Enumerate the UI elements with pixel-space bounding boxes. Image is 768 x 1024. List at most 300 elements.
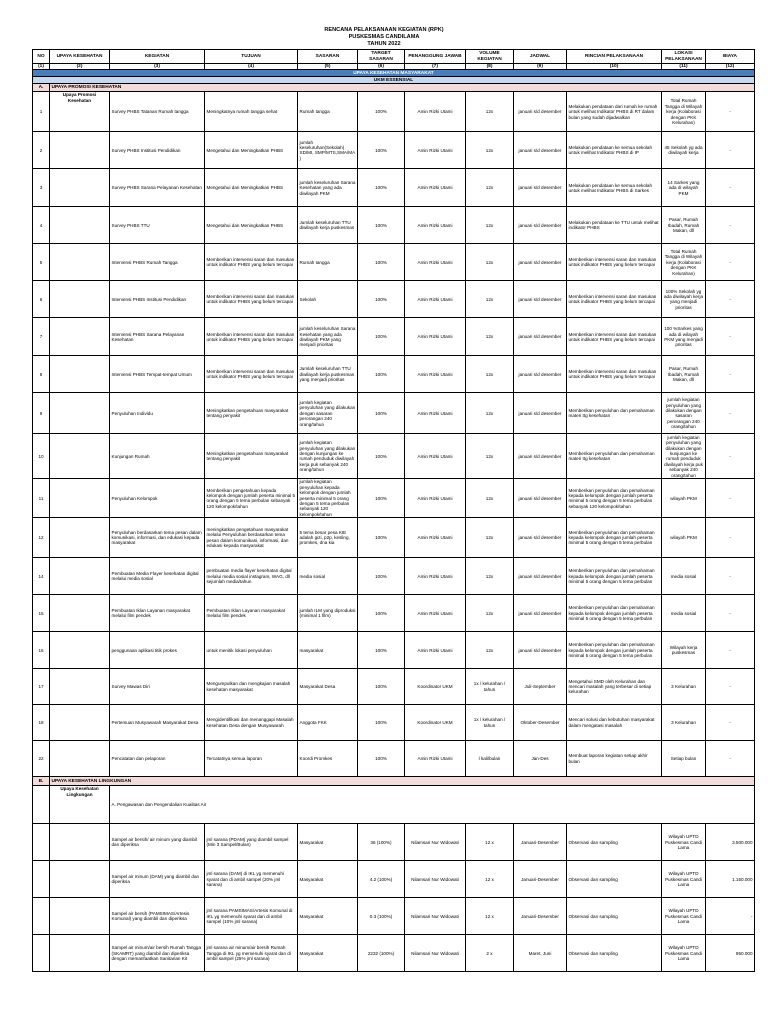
biaya-cell: - [706, 741, 755, 777]
kegiatan-cell: Sampel air bersih/ air minum yang diambil dan diperiksa [110, 824, 205, 861]
lokasi-cell: 14 Sarkes yang ada di wilayah PKM [662, 169, 706, 207]
kegiatan-cell: Penyuluhan berdasarkan tema pesan dalam komunikasi, informasi, dan edukasi kepada masyarakat [110, 518, 205, 558]
sasaran-cell: Sekolah [298, 281, 358, 318]
upaya-kesehatan-cell [50, 935, 110, 972]
volume-cell: 12 x [466, 824, 514, 861]
jadwal-cell: januari s/d desember [514, 207, 567, 244]
jadwal-cell: Oktober-Desember [514, 705, 567, 741]
jadwal-cell: januari s/d desember [514, 132, 567, 169]
kegiatan-cell: Survey PHBS TTU [110, 207, 205, 244]
jadwal-cell: januari s/d desember [514, 518, 567, 558]
sasaran-cell: Jumlah keseluruhan TTU diwilayah kerja puskesmas [298, 207, 358, 244]
jadwal-cell: januari s/d desember [514, 356, 567, 393]
tujuan-cell: Meningkatnya rumah tangga sehat [205, 92, 298, 132]
rincian-cell: Melakukan pendataan ke semua sekolah untuk melihat Indikator PHBS di IP [567, 132, 662, 169]
row-number: 11 [33, 479, 50, 518]
biaya-cell: - [706, 558, 755, 595]
upaya-kesehatan-cell [50, 434, 110, 479]
row-number [33, 824, 50, 861]
row-number: 3 [33, 169, 50, 207]
volume-cell: 12x [466, 434, 514, 479]
rincian-cell: Memberikan penyuluhan dan pemahaman kepada kelompok dengan jumlah peserta minimal 5 orang dengan 5 tema perbulan [567, 632, 662, 669]
penanggung-jawab-cell: Amin Rizki Utami [405, 393, 466, 434]
rincian-cell: Memberikan intervensi saran dan masukan untuk indikator PHBS yang belum tercapai [567, 356, 662, 393]
volume-cell: 12x [466, 595, 514, 632]
table-row [33, 558, 755, 595]
section-letter: B. [33, 777, 50, 786]
sasaran-cell: Masyarakat [298, 824, 358, 861]
jadwal-cell: januari s/d desember [514, 632, 567, 669]
upaya-kesehatan-cell [50, 518, 110, 558]
target-cell: 100% [358, 132, 405, 169]
volume-cell: 12 x [466, 898, 514, 935]
header-cell: BIAYA [706, 50, 755, 64]
upaya-kesehatan-cell [50, 393, 110, 434]
sasaran-cell: jumlah kegiatan penyuluhan kepada kelompok dengan jumlah peserta minimal 5 orang dengan 5 tema perbulan sebanyak 120 kelompok/tahun [298, 479, 358, 518]
penanggung-jawab-cell: Amin Rizki Utami [405, 434, 466, 479]
biaya-cell: - [706, 132, 755, 169]
rincian-cell: Memberikan intervensi saran dan masukan untuk indikator PHBS yang belum tercapai [567, 281, 662, 318]
tujuan-cell: Mengetahui dan Meningkatkan PHBS [205, 169, 298, 207]
row-number [33, 898, 50, 935]
target-cell: 100% [358, 595, 405, 632]
penanggung-jawab-cell: Koordinator UKM [405, 705, 466, 741]
section-label: UPAYA PROMOSI KESEHATAN [50, 84, 755, 92]
penanggung-jawab-cell: Nilamsari Nur Widowati [405, 898, 466, 935]
row-number [33, 935, 50, 972]
biaya-cell: - [706, 281, 755, 318]
sasaran-cell: Rumah tangga [298, 92, 358, 132]
row-number: 7 [33, 318, 50, 356]
lokasi-cell: 100 %Sarkes yang ada di wilayah PKM yang menjadi prioritas [662, 318, 706, 356]
volume-cell: 12x [466, 244, 514, 281]
lokasi-cell: wilayah PKM [662, 479, 706, 518]
penanggung-jawab-cell: Nilamsari Nur Widowati [405, 824, 466, 861]
lokasi-cell: media sosial [662, 558, 706, 595]
lokasi-cell: Wilayah UPTD Puskesmas Candi Lama [662, 861, 706, 898]
target-cell: 4.2 (100%) [358, 861, 405, 898]
band-row [33, 70, 755, 77]
lokasi-cell: Wilayah UPTD Puskesmas Candi Lama [662, 935, 706, 972]
lokasi-cell: 3 Kelurahan [662, 669, 706, 705]
tujuan-cell: Meningkatkan pengetahuan masyarakat tentang penyakit [205, 393, 298, 434]
row-number: 14 [33, 558, 50, 595]
rincian-cell: Mencari solusi dan kebutuhan masyarakat dalam mengatasi masalah [567, 705, 662, 741]
jadwal-cell: Januari-Desember [514, 898, 567, 935]
target-cell: 2232 (100%) [358, 935, 405, 972]
tujuan-cell: Memberikan intervensi saran dan masukan untuk indikator PHBS yang belum tercapai [205, 281, 298, 318]
upaya-kesehatan-cell [50, 898, 110, 935]
lokasi-cell: Total Rumah Tangga di Wilayah kerja (Kolaborasi dengan PKK Kelurahan) [662, 92, 706, 132]
table-row [33, 861, 755, 898]
upaya-kesehatan-cell [50, 669, 110, 705]
sasaran-cell: Koordi Promkes [298, 741, 358, 777]
upaya-kesehatan-cell [50, 741, 110, 777]
column-number: (2) [50, 64, 110, 70]
tujuan-cell: Pembuatan Iklan Layanan masyarakat melalui film pendek [205, 595, 298, 632]
table-row [33, 169, 755, 207]
biaya-cell: - [706, 92, 755, 132]
jadwal-cell: januari s/d desember [514, 595, 567, 632]
row-number: 22 [33, 741, 50, 777]
volume-cell: 12x [466, 318, 514, 356]
header-cell: UPAYA KESEHATAN [50, 50, 110, 64]
sasaran-cell: Masyarakat [298, 935, 358, 972]
upaya-kesehatan-cell [50, 861, 110, 898]
kegiatan-cell: Intervensi PHBS Sarana Pelayanan Kesehatan [110, 318, 205, 356]
upaya-kesehatan-cell [50, 318, 110, 356]
row-number: 6 [33, 281, 50, 318]
target-cell: 100% [358, 434, 405, 479]
jadwal-cell: januari s/d desember [514, 393, 567, 434]
biaya-cell: 950.000 [706, 935, 755, 972]
header-cell: LOKASI PELAKSANAAN [662, 50, 706, 64]
lokasi-cell: Pasar, Rumah Ibadah, Rumah Makan, dll [662, 207, 706, 244]
jadwal-cell: januari s/d desember [514, 318, 567, 356]
band-label: UKM ESSENSIAL [33, 77, 755, 84]
rincian-cell: Memberikan penyuluhan dan pemahaman materi ttg kesehatan [567, 434, 662, 479]
table-row [33, 824, 755, 861]
rincian-cell: Memberikan penyuluhan dan pemahaman kepada kelompok dengan jumlah peserta minimal 5 orang dengan 5 tema perbulan sebanyak 120 kelompok/tahun [567, 479, 662, 518]
tujuan-cell: Mengetahui dan Meningkatkan PHBS [205, 132, 298, 169]
biaya-cell: - [706, 518, 755, 558]
volume-cell: 12x [466, 169, 514, 207]
sasaran-cell: Masyarakat Desa [298, 669, 358, 705]
jadwal-cell: januari s/d desember [514, 92, 567, 132]
rincian-cell: Memberikan penyuluhan dan pemahaman kepada kelompok dengan jumlah peserta minimal 5 orang dengan 5 tema perbulan [567, 558, 662, 595]
kegiatan-cell: Pertemuan Musyawarah Masyarakat Desa [110, 705, 205, 741]
upaya-kesehatan-cell [50, 244, 110, 281]
target-cell: 100% [358, 92, 405, 132]
jadwal-cell: Maret, Juni [514, 935, 567, 972]
tujuan-cell: pembuatan media flayer kesehatan digital melalui media sosial instagram, WAG, dll sejumlah media/tahun [205, 558, 298, 595]
lokasi-cell: 100% Sekolah yg ada diwilayah kerja yang menjadi prioritas [662, 281, 706, 318]
jadwal-cell: januari s/d desember [514, 558, 567, 595]
header-cell: VOLUME KEGIATAN [466, 50, 514, 64]
lokasi-cell: Setiap bulan [662, 741, 706, 777]
volume-cell: 12x [466, 632, 514, 669]
rincian-cell: Memberikan intervensi saran dan masukan untuk indikator PHBS yang belum tercapai [567, 318, 662, 356]
row-number: 8 [33, 356, 50, 393]
section-letter: A. [33, 84, 50, 92]
upaya-kesehatan-cell [50, 281, 110, 318]
tujuan-cell: Memberikan pengetahuan kepada kelompok dengan jumlah peserta minimal 5 orang dengan 5 tema perbulan sebanyak 120 kelompok/tahun [205, 479, 298, 518]
rpk-table [32, 49, 755, 972]
sasaran-cell: masyarakat [298, 632, 358, 669]
row-number: 9 [33, 393, 50, 434]
lokasi-cell: Wilayah UPTD Puskesmas Candi Lama [662, 824, 706, 861]
sasaran-cell: 5 tema besar pesa KIE adalah gizi, p2p, kesling, promkes, dna kia [298, 518, 358, 558]
kegiatan-cell: Pencatatan dan pelaporan [110, 741, 205, 777]
tujuan-cell: untuk menitik lokasi penyuluhan [205, 632, 298, 669]
jadwal-cell: januari s/d desember [514, 281, 567, 318]
band-label: UPAYA KESEHATAN MASYARAKAT [33, 70, 755, 77]
rincian-cell: Memberikan penyuluhan dan pemahaman kepada kelompok dengan jumlah peserta minimal 5 orang dengan 5 tema perbulan [567, 595, 662, 632]
table-row [33, 207, 755, 244]
jadwal-cell: Jan-Des [514, 741, 567, 777]
table-row [33, 132, 755, 169]
table-row [33, 393, 755, 434]
rincian-cell: Membuat laporan kegiatan setiap akhir bulan [567, 741, 662, 777]
upaya-kesehatan-cell [50, 169, 110, 207]
penanggung-jawab-cell: Koordinator UKM [405, 669, 466, 705]
kegiatan-cell: Survey Mawas Diri [110, 669, 205, 705]
tujuan-cell: Mengetahui dan Meningkatkan PHBS [205, 207, 298, 244]
upaya-kesehatan-cell [50, 824, 110, 861]
biaya-cell: - [706, 393, 755, 434]
penanggung-jawab-cell: Amin Rizki Utami [405, 632, 466, 669]
rincian-cell: Memberikan penyuluhan dan pemahaman materi ttg kesehatan [567, 393, 662, 434]
jadwal-cell: Januari-Desember [514, 861, 567, 898]
target-cell: 100% [358, 356, 405, 393]
kegiatan-cell: Pembuatan Media Flayer kesehatan digital melalui media sosial [110, 558, 205, 595]
kegiatan-cell: Pembuatan Iklan Layanan masyarakat melalui film pendek [110, 595, 205, 632]
penanggung-jawab-cell: Nilamsari Nur Widowati [405, 935, 466, 972]
rincian-cell: Memberikan penyuluhan dan pemahaman kepada kelompok dengan jumlah peserta minimal 5 orang dengan 5 tema perbulan [567, 518, 662, 558]
jadwal-cell: Januari-Desember [514, 824, 567, 861]
column-number: (10) [567, 64, 662, 70]
header-cell: SASARAN [298, 50, 358, 64]
target-cell: 100% [358, 318, 405, 356]
volume-cell: 12x [466, 132, 514, 169]
target-cell: 100% [358, 207, 405, 244]
penanggung-jawab-cell: Amin Rizki Utami [405, 132, 466, 169]
jadwal-cell: januari s/d desember [514, 169, 567, 207]
kegiatan-cell: Penyuluhan Kelompok [110, 479, 205, 518]
row-number [33, 861, 50, 898]
kegiatan-cell: Intervensi PHBS Tempat-tempat Umum [110, 356, 205, 393]
penanggung-jawab-cell: Amin Rizki Utami [405, 741, 466, 777]
table-row [33, 898, 755, 935]
penanggung-jawab-cell: Amin Rizki Utami [405, 558, 466, 595]
volume-cell: 12x [466, 393, 514, 434]
table-row [33, 705, 755, 741]
biaya-cell: - [706, 207, 755, 244]
penanggung-jawab-cell: Amin Rizki Utami [405, 356, 466, 393]
row-number: 10 [33, 434, 50, 479]
target-cell: 100% [358, 479, 405, 518]
sasaran-cell: Masyarakat [298, 898, 358, 935]
upaya-kesehatan-cell [50, 356, 110, 393]
subsection-label: A. Pengawasan dan Pengendalian Kualitas Air [110, 786, 755, 824]
column-number: (5) [298, 64, 358, 70]
jadwal-cell: januari s/d desember [514, 244, 567, 281]
biaya-cell: - [706, 632, 755, 669]
penanggung-jawab-cell: Amin Rizki Utami [405, 595, 466, 632]
jadwal-cell: Juli-September [514, 669, 567, 705]
row-number: 15 [33, 595, 50, 632]
header-cell: RINCIAN PELAKSANAAN [567, 50, 662, 64]
tujuan-cell: Memberikan intervensi saran dan masukan untuk indikator PHBS yang belum tercapai [205, 318, 298, 356]
upaya-kesehatan-cell [50, 632, 110, 669]
column-number: (11) [662, 64, 706, 70]
tujuan-cell: Tercatatnya semua laporan [205, 741, 298, 777]
biaya-cell: - [706, 244, 755, 281]
jadwal-cell: januari s/d desember [514, 434, 567, 479]
tujuan-cell: Memberikan intervensi saran dan masukan untuk indikator PHBS yang belum tercapai [205, 356, 298, 393]
penanggung-jawab-cell: Amin Rizki Utami [405, 92, 466, 132]
table-row [33, 479, 755, 518]
kegiatan-cell: Sampel air minum/air bersih Rumah Tangga (SKAMRT) yang diambil dan diperiksa dengan memanfaatkan Sanitarian Kit [110, 935, 205, 972]
row-number [33, 786, 50, 824]
volume-cell: 12x [466, 558, 514, 595]
target-cell: 100% [358, 393, 405, 434]
table-row [33, 356, 755, 393]
kegiatan-cell: Intervensi PHBS Rumah Tangga [110, 244, 205, 281]
tujuan-cell: jml sarana air minum/air bersih Rumah Tangga di IKL yg memenuhi syarat dan di ambil sampel (25% jml sarana) [205, 935, 298, 972]
row-number: 17 [33, 669, 50, 705]
volume-cell: 12x [466, 207, 514, 244]
rincian-cell: Observasi dan sampling [567, 861, 662, 898]
target-cell: 100% [358, 281, 405, 318]
tujuan-cell: jml sarana (PDAM) yang diambil sampel (Min 3 Sampel/Bulan) [205, 824, 298, 861]
table-row [33, 92, 755, 132]
header-cell: TUJUAN [205, 50, 298, 64]
target-cell: 100% [358, 705, 405, 741]
sasaran-cell: Jumlah keseluruhan TTU diwilayah kerja puskesmas yang menjadi prioritas [298, 356, 358, 393]
sasaran-cell: jumlah kegiatan penyuluhan yang dilakukan dengan kunjungan ke rumah penduduk diwilayah kerja puk sebanyak 240 orang/tahun [298, 434, 358, 479]
penanggung-jawab-cell: Amin Rizki Utami [405, 479, 466, 518]
band-row [33, 77, 755, 84]
table-row [33, 318, 755, 356]
sasaran-cell: jumlah keseluruhan(Sekolah( SD/MI, SMP/MTS,SMA/MA ) [298, 132, 358, 169]
rincian-cell: Observasi dan sampling [567, 935, 662, 972]
rincian-cell: Mengetahui SMD oleh Kelurahan dan mencari masalah yang terbesar di setiap kelurahan [567, 669, 662, 705]
biaya-cell: - [706, 669, 755, 705]
volume-cell: 2 x [466, 935, 514, 972]
column-number: (9) [514, 64, 567, 70]
rincian-cell: Melakukan pendataan ke TTU untuk melihat indikator PHBS [567, 207, 662, 244]
kegiatan-cell: Survey PHBS Institusi Pendidikan [110, 132, 205, 169]
section-row [33, 777, 755, 786]
sasaran-cell: Anggota FKK [298, 705, 358, 741]
biaya-cell: - [706, 898, 755, 935]
column-number: (4) [205, 64, 298, 70]
sasaran-cell: Masyarakat [298, 861, 358, 898]
volume-cell: 1x / kelurahan / tahun [466, 705, 514, 741]
table-row [33, 518, 755, 558]
biaya-cell: - [706, 705, 755, 741]
table-body [33, 70, 755, 972]
table-row [33, 632, 755, 669]
target-cell: 100% [358, 244, 405, 281]
lokasi-cell: jumlah kegiatan penyuluhan yang dilakukan dengan sasaran perorangan 240 orang/tahun [662, 393, 706, 434]
row-number: 1 [33, 92, 50, 132]
target-cell: 100% [358, 632, 405, 669]
table-row [33, 595, 755, 632]
table-row [33, 669, 755, 705]
biaya-cell: - [706, 169, 755, 207]
table-row [33, 935, 755, 972]
column-number: (6) [358, 64, 405, 70]
column-number: (12) [706, 64, 755, 70]
target-cell: 0.3 (100%) [358, 898, 405, 935]
column-number: (1) [33, 64, 50, 70]
table-row [33, 434, 755, 479]
header-row [33, 50, 755, 64]
column-number: (3) [110, 64, 205, 70]
target-cell: 36 (100%) [358, 824, 405, 861]
rincian-cell: Melakukan pendataan dari rumah ke rumah untuk melihat Indikator PHBS di RT dalam bulan yang sudah dijadwalkan [567, 92, 662, 132]
tujuan-cell: Mengumpulkan dan mengkajian masalah kesehatan masyarakat [205, 669, 298, 705]
target-cell: 100% [358, 169, 405, 207]
penanggung-jawab-cell: Nilamsari Nur Widowati [405, 861, 466, 898]
jadwal-cell: januari s/d desember [514, 479, 567, 518]
table-row [33, 741, 755, 777]
sasaran-cell: Rumah tangga [298, 244, 358, 281]
volume-cell: 12x [466, 518, 514, 558]
column-number: (8) [466, 64, 514, 70]
biaya-cell: - [706, 479, 755, 518]
biaya-cell: - [706, 356, 755, 393]
sasaran-cell: jumlah keseluruhan Sarana Kesehatan yang ada diwilayah PKM [298, 169, 358, 207]
kegiatan-cell: Sampel air minum (DAM) yang diambil dan diperiksa [110, 861, 205, 898]
penanggung-jawab-cell: Amin Rizki Utami [405, 518, 466, 558]
upaya-kesehatan-cell [50, 595, 110, 632]
sasaran-cell: jumlah keseluruhan Sarana Kesehatan yang ada diwilayah PKM yang menjadi prioritas [298, 318, 358, 356]
volume-cell: 1x / kelurahan / tahun [466, 669, 514, 705]
rincian-cell: Melakukan pendataan ke semua sekolah untuk melihat Indikator PHBS di Sarkes [567, 169, 662, 207]
lokasi-cell: Wilayah kerja puskesmas [662, 632, 706, 669]
biaya-cell: - [706, 434, 755, 479]
row-number: 5 [33, 244, 50, 281]
volume-cell: 12x [466, 356, 514, 393]
lokasi-cell: Total Rumah Tangga di Wilayah kerja (Kolaborasi dengan PKK Kelurahan) [662, 244, 706, 281]
kegiatan-cell: penggunaan aplikasi titik prokes [110, 632, 205, 669]
row-number: 18 [33, 705, 50, 741]
rincian-cell: Observasi dan sampling [567, 824, 662, 861]
table-row [33, 281, 755, 318]
penanggung-jawab-cell: Amin Rizki Utami [405, 244, 466, 281]
volume-cell: 12x [466, 479, 514, 518]
target-cell: 100% [358, 741, 405, 777]
penanggung-jawab-cell: Amin Rizki Utami [405, 281, 466, 318]
target-cell: 100% [358, 669, 405, 705]
target-cell: 100% [358, 518, 405, 558]
upaya-kesehatan-cell [50, 207, 110, 244]
title-line-1: RENCANA PELAKSANAAN KEGIATAN (RPK) [324, 27, 444, 33]
row-number: 12 [33, 518, 50, 558]
sasaran-cell: jumlah kegiatan penyuluhan yang dilakukan dengan sasaran perorangan 240 orang/tahun [298, 393, 358, 434]
header-cell: NO [33, 50, 50, 64]
biaya-cell: 1.150.000 [706, 861, 755, 898]
title-line-3: TAHUN 2022 [367, 40, 401, 47]
tujuan-cell: Mengidentifikasi dan menanggapi Masalah kesehatan Desa dengan Musyawarah [205, 705, 298, 741]
lokasi-cell: media sosial [662, 595, 706, 632]
upaya-kesehatan-cell [50, 558, 110, 595]
lokasi-cell: jumlah kegiatan penyuluhan yang dilakukan dengan kunjungan ke rumah penduduk diwilayah kerja puk sebanyak 240 orang/tahun [662, 434, 706, 479]
biaya-cell: - [706, 318, 755, 356]
kegiatan-cell: Sampel air bersih (PAMSIMAS/Artesis Komunal) yang diambil dan diperiksa [110, 898, 205, 935]
title-line-2: PUSKESMAS CANDILAMA [348, 33, 420, 40]
row-number: 16 [33, 632, 50, 669]
tujuan-cell: meningkatkan pengetahuan masyarakat melalui Penyuluhan berdasarkan tema pesan dalam komunikasi, informasi, dan edukasi kepada masyarakat [205, 518, 298, 558]
header-cell: KEGIATAN [110, 50, 205, 64]
kegiatan-cell: Survey PHBS Sarana Pelayanan Kesehatan [110, 169, 205, 207]
upaya-kesehatan-cell: Upaya Promosi Kesehatan [50, 92, 110, 132]
kegiatan-cell: Survey PHBS Tatanan Rumah tangga [110, 92, 205, 132]
table-row [33, 244, 755, 281]
volume-cell: 12x [466, 281, 514, 318]
row-number: 2 [33, 132, 50, 169]
upaya-kesehatan-cell [50, 132, 110, 169]
penanggung-jawab-cell: Amin Rizki Utami [405, 318, 466, 356]
upaya-kesehatan-cell: Upaya Kesehatan Lingkungan [50, 786, 110, 824]
rincian-cell: Memberikan intervensi saran dan masukan untuk indikator PHBS yang belum tercapai [567, 244, 662, 281]
upaya-kesehatan-cell [50, 479, 110, 518]
tujuan-cell: Memberikan intervensi saran dan masukan untuk indikator PHBS yang belum tercapai [205, 244, 298, 281]
row-number: 4 [33, 207, 50, 244]
